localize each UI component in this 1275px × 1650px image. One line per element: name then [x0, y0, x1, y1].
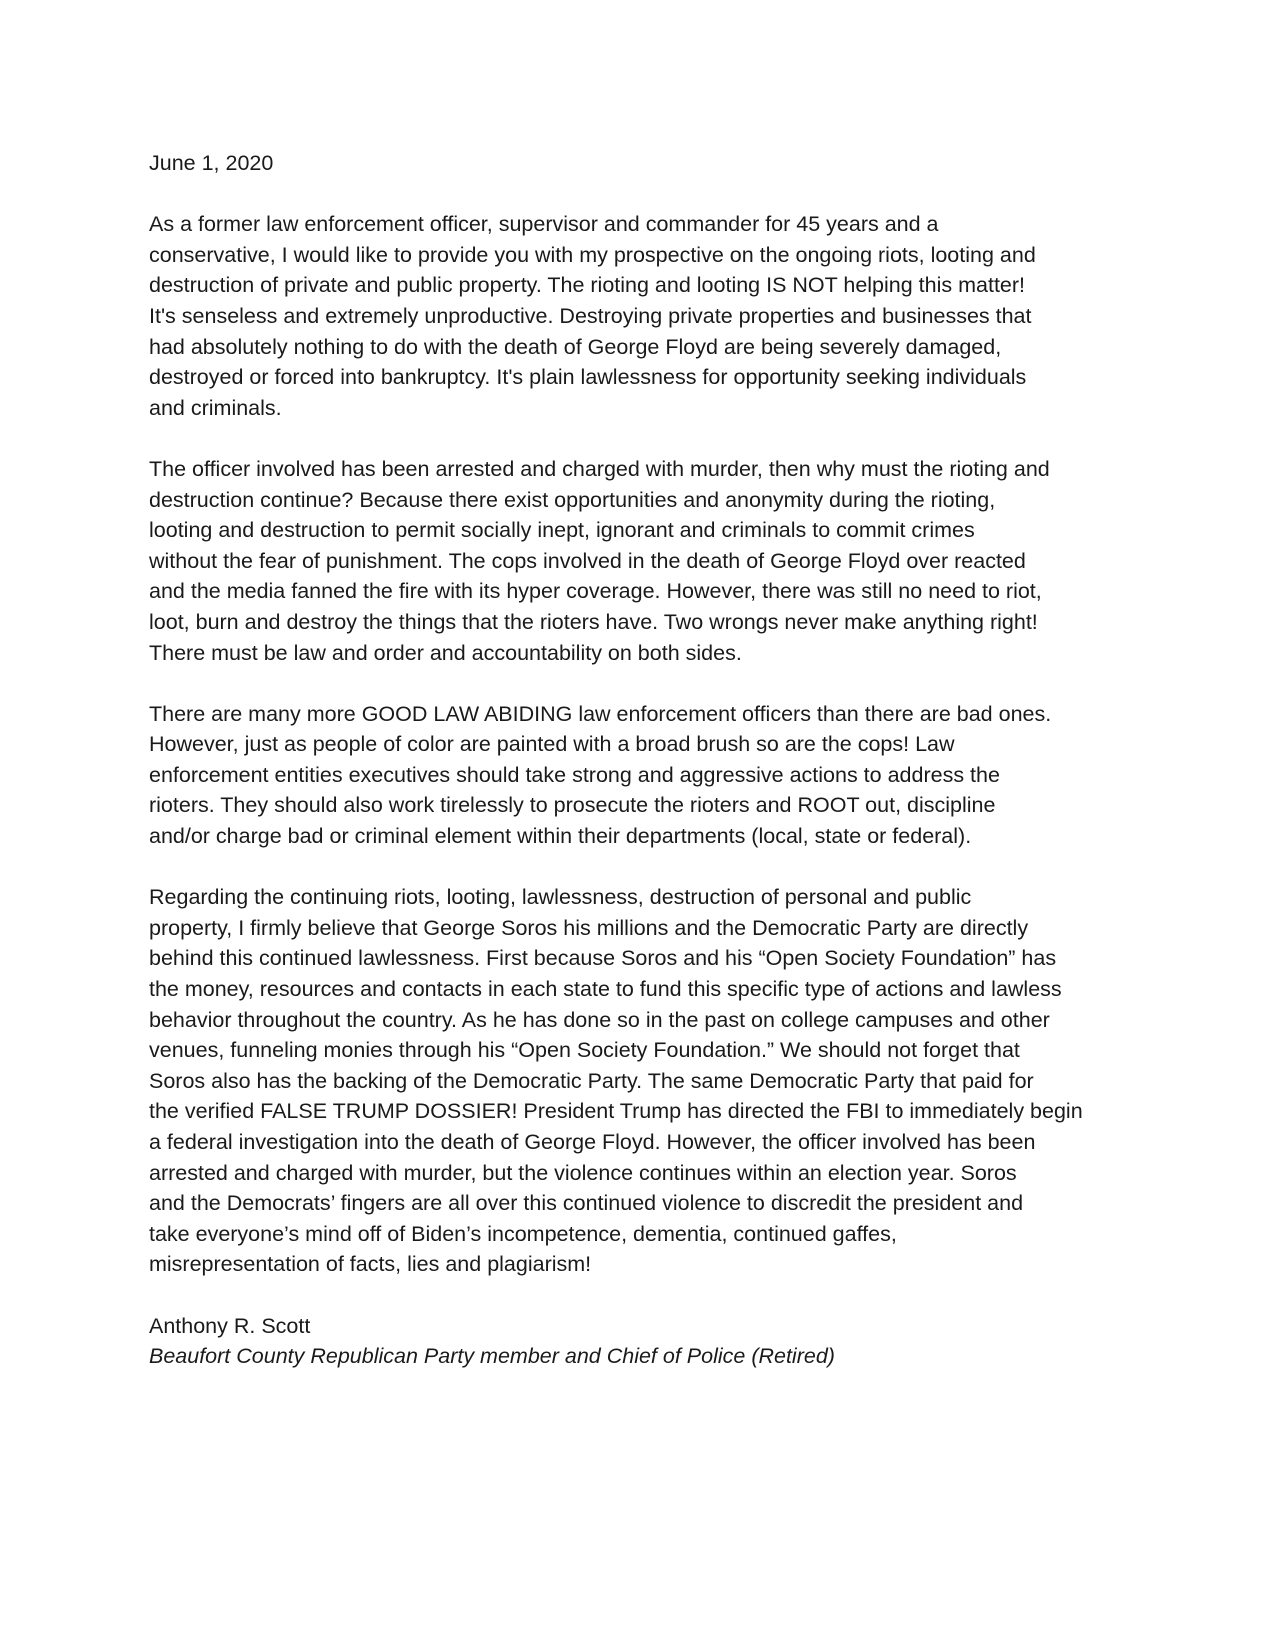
text-line: had absolutely nothing to do with the death of George Floyd are being severely damaged, — [149, 334, 1002, 359]
signer-name: Anthony R. Scott — [149, 1313, 311, 1338]
text-line: destroyed or forced into bankruptcy. It's plain lawlessness for opportunity seeking individuals — [149, 365, 1027, 390]
text-line: rioters. They should also work tirelessly to prosecute the rioters and ROOT out, discipline — [149, 793, 996, 818]
text-line: There must be law and order and accountability on both sides. — [149, 640, 742, 665]
text-line: looting and destruction to permit socially inept, ignorant and criminals to commit crimes — [149, 518, 975, 543]
text-line: It's senseless and extremely unproductive. Destroying private properties and businesses that — [149, 303, 1032, 328]
text-line: and criminals. — [149, 395, 282, 420]
paragraph-2 — [149, 454, 1139, 668]
text-line: As a former law enforcement officer, supervisor and commander for 45 years and a — [149, 212, 939, 237]
paragraph-1 — [149, 209, 1139, 423]
text-line: Soros also has the backing of the Democratic Party. The same Democratic Party that paid for — [149, 1068, 1034, 1093]
text-line: property, I firmly believe that George Soros his millions and the Democratic Party are directly — [149, 915, 1029, 940]
signature-block — [149, 1311, 1139, 1372]
text-line: the verified FALSE TRUMP DOSSIER! President Trump has directed the FBI to immediately begin — [149, 1099, 1083, 1124]
text-line: There are many more GOOD LAW ABIDING law enforcement officers than there are bad ones. — [149, 701, 1052, 726]
text-line: and the media fanned the fire with its hyper coverage. However, there was still no need to riot, — [149, 579, 1042, 604]
text-line: behavior throughout the country. As he has done so in the past on college campuses and other — [149, 1007, 1050, 1032]
text-line: enforcement entities executives should take strong and aggressive actions to address the — [149, 762, 1000, 787]
signer-title: Beaufort County Republican Party member and Chief of Police (Retired) — [149, 1344, 835, 1369]
text-line: conservative, I would like to provide you with my prospective on the ongoing riots, looting and — [149, 242, 1036, 267]
text-line: the money, resources and contacts in each state to fund this specific type of actions and lawless — [149, 977, 1062, 1002]
text-line: However, just as people of color are painted with a broad brush so are the cops! Law — [149, 732, 955, 757]
letter-date: June 1, 2020 — [149, 151, 274, 175]
text-line: destruction of private and public property. The rioting and looting IS NOT helping this matter! — [149, 273, 1026, 298]
text-line: venues, funneling monies through his “Open Society Foundation.” We should not forget that — [149, 1038, 1020, 1063]
text-line: Regarding the continuing riots, looting, lawlessness, destruction of personal and public — [149, 885, 972, 910]
text-line: arrested and charged with murder, but the violence continues within an election year. Soros — [149, 1160, 1017, 1185]
text-line: without the fear of punishment. The cops involved in the death of George Floyd over reacted — [149, 548, 1026, 573]
text-line: The officer involved has been arrested and charged with murder, then why must the rioting and — [149, 456, 1050, 481]
text-line: misrepresentation of facts, lies and plagiarism! — [149, 1252, 592, 1277]
paragraph-3 — [149, 699, 1139, 852]
text-line: and the Democrats’ fingers are all over this continued violence to discredit the president and — [149, 1191, 1024, 1216]
text-line: take everyone’s mind off of Biden’s incompetence, dementia, continued gaffes, — [149, 1221, 897, 1246]
letter-page — [149, 148, 1139, 1372]
paragraph-4 — [149, 882, 1139, 1280]
text-line: loot, burn and destroy the things that the rioters have. Two wrongs never make anything right! — [149, 609, 1038, 634]
text-line: a federal investigation into the death of George Floyd. However, the officer involved has been — [149, 1130, 1036, 1154]
text-line: destruction continue? Because there exist opportunities and anonymity during the rioting, — [149, 487, 996, 512]
text-line: and/or charge bad or criminal element within their departments (local, state or federal). — [149, 824, 972, 849]
text-line: behind this continued lawlessness. First because Soros and his “Open Society Foundation” has — [149, 946, 1057, 971]
